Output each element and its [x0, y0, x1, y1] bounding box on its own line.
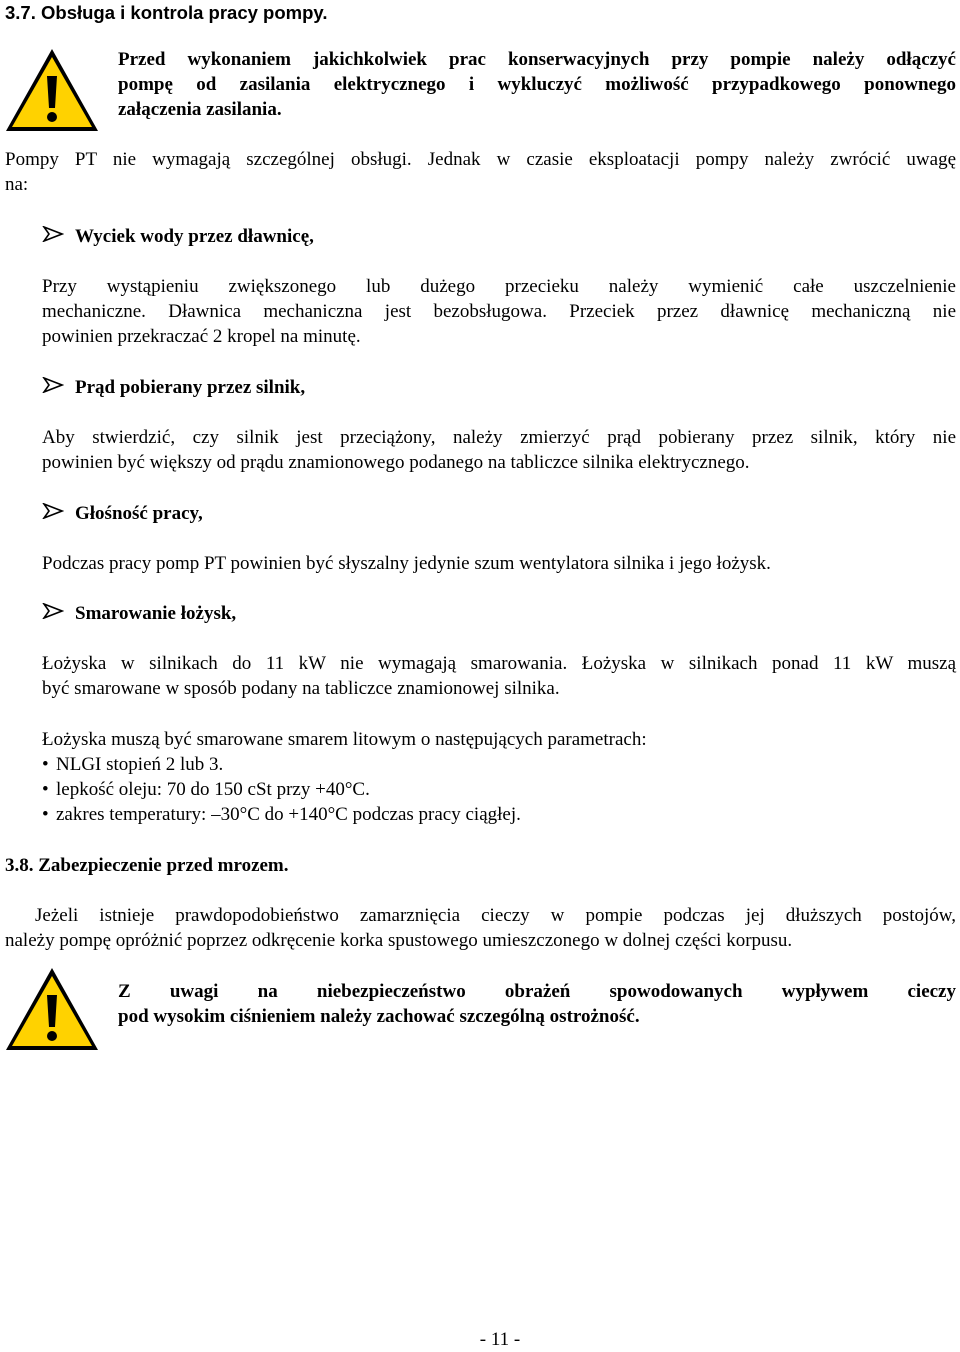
- item-heading-text: Smarowanie łożysk,: [75, 603, 237, 624]
- item-body-leak: [42, 274, 956, 349]
- warning-text-1: [118, 47, 956, 122]
- warning-text-2: [118, 979, 956, 1029]
- body-line: powinien być większy od prądu znamionowego podanego na tabliczce silnika elektrycznego.: [42, 452, 750, 473]
- grease-param: lepkość oleju: 70 do 150 cSt przy +40°C.: [56, 779, 370, 800]
- section-title-3-8: 3.8. Zabezpieczenie przed mrozem.: [5, 855, 289, 876]
- body-line: Jeżeli istnieje prawdopodobieństwo zamarznięcia cieczy w pompie podczas jej dłuższych postojów,: [35, 905, 956, 926]
- grease-section: [42, 727, 956, 827]
- list-item: [42, 777, 956, 802]
- grease-param: NLGI stopień 2 lub 3.: [56, 754, 224, 775]
- bullet-dot-icon: •: [42, 804, 49, 825]
- item-body-noise: [42, 551, 956, 576]
- arrow-bullet-icon: [42, 603, 64, 619]
- body-line: powinien przekraczać 2 kropel na minutę.: [42, 326, 361, 347]
- intro-paragraph: [5, 147, 956, 197]
- warning-line: pompę od zasilania elektrycznego i wykluczyć możliwość przypadkowego ponownego: [118, 74, 956, 95]
- body-line: być smarowane w sposób podany na tabliczce znamionowej silnika.: [42, 678, 560, 699]
- item-heading-text: Głośność pracy,: [75, 503, 203, 524]
- body-line: Aby stwierdzić, czy silnik jest przeciążony, należy zmierzyć prąd pobierany przez silnik, który nie: [42, 427, 956, 448]
- warning-triangle-icon: [3, 965, 101, 1053]
- bullet-dot-icon: •: [42, 754, 49, 775]
- body-line: należy pompę opróżnić poprzez odkręcenie korka spustowego umieszczonego w dolnej części korpusu.: [5, 930, 793, 951]
- item-heading-noise: [42, 501, 203, 526]
- warning-line: Z uwagi na niebezpieczeństwo obrażeń spowodowanych wypływem cieczy: [118, 981, 956, 1002]
- frost-paragraph: [5, 903, 956, 953]
- item-heading-leak: [42, 224, 314, 249]
- warning-line: Przed wykonaniem jakichkolwiek prac konserwacyjnych przy pompie należy odłączyć: [118, 49, 956, 70]
- section-title-3-7: 3.7. Obsługa i kontrola pracy pompy.: [5, 2, 328, 23]
- arrow-bullet-icon: [42, 377, 64, 393]
- body-line: mechaniczne. Dławnica mechaniczna jest bezobsługowa. Przeciek przez dławnicę mechaniczną nie: [42, 301, 956, 322]
- grease-param: zakres temperatury: –30°C do +140°C podczas pracy ciągłej.: [56, 804, 521, 825]
- item-heading-lubrication: [42, 601, 236, 626]
- warning-line: pod wysokim ciśnieniem należy zachować szczególną ostrożność.: [118, 1006, 640, 1027]
- page-number: - 11 -: [479, 1329, 521, 1350]
- item-body-current: [42, 425, 956, 475]
- item-heading-text: Prąd pobierany przez silnik,: [75, 377, 306, 398]
- body-line: Łożyska w silnikach do 11 kW nie wymagają smarowania. Łożyska w silnikach ponad 11 kW muszą: [42, 653, 956, 674]
- item-heading-current: [42, 375, 305, 400]
- intro-line: Pompy PT nie wymagają szczególnej obsługi. Jednak w czasie eksploatacji pompy należy zwrócić uwagę: [5, 149, 956, 170]
- arrow-bullet-icon: [42, 503, 64, 519]
- body-line: Podczas pracy pomp PT powinien być słyszalny jedynie szum wentylatora silnika i jego łożysk.: [42, 553, 771, 574]
- body-line: Przy wystąpieniu zwiększonego lub dużego przecieku należy wymienić całe uszczelnienie: [42, 276, 956, 297]
- bullet-dot-icon: •: [42, 779, 49, 800]
- list-item: [42, 752, 956, 777]
- item-heading-text: Wyciek wody przez dławnicę,: [75, 226, 314, 247]
- list-item: [42, 802, 956, 827]
- grease-intro: Łożyska muszą być smarowane smarem litowym o następujących parametrach:: [42, 729, 647, 750]
- item-body-lubrication: [42, 651, 956, 701]
- intro-line: na:: [5, 174, 29, 195]
- warning-triangle-icon: [3, 46, 101, 134]
- arrow-bullet-icon: [42, 226, 64, 242]
- warning-line: załączenia zasilania.: [118, 99, 282, 120]
